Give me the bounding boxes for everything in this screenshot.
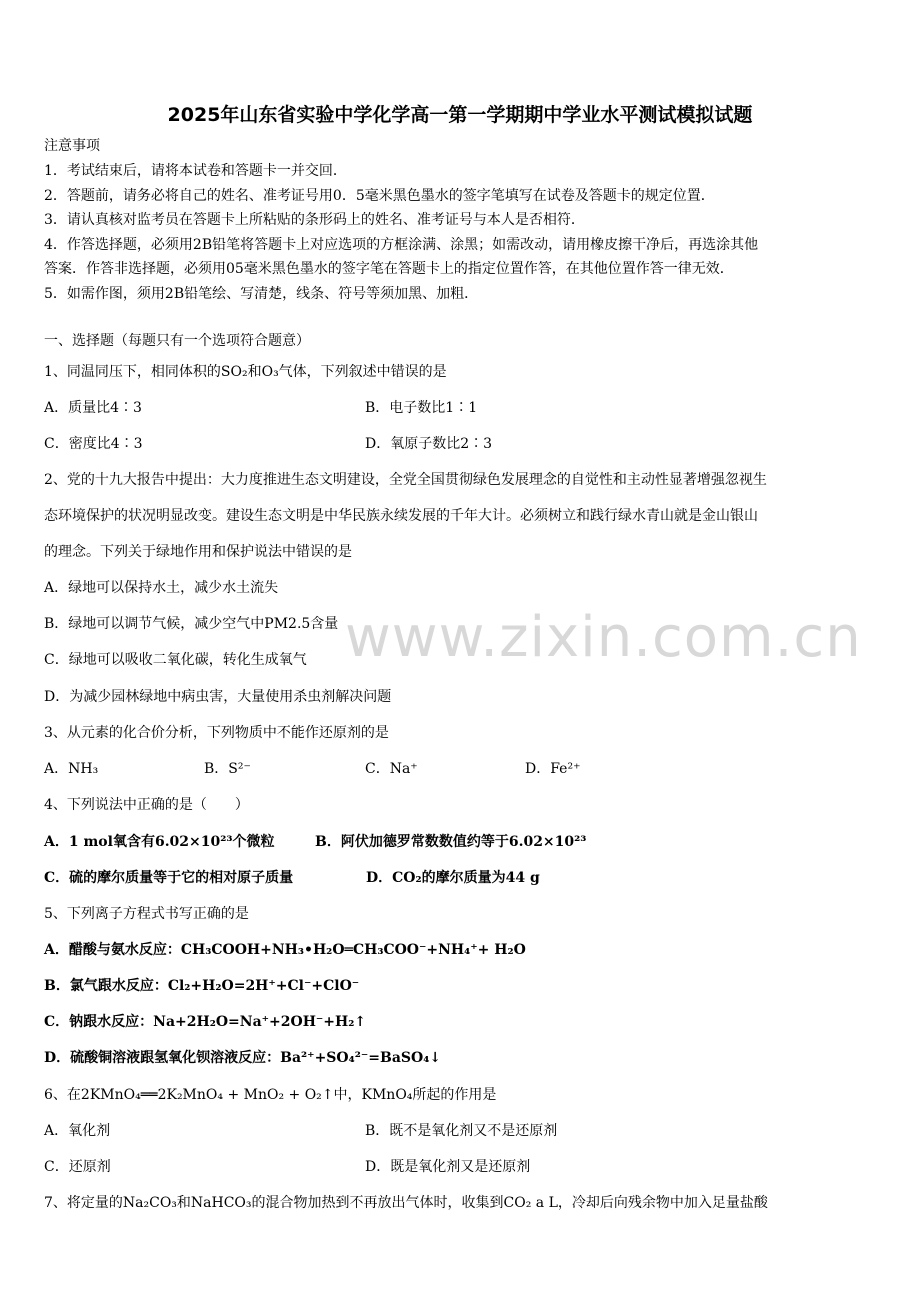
- question-7-stem: 7、将定量的Na₂CO₃和NaHCO₃的混合物加热到不再放出气体时，收集到CO₂ a L，冷却后向残余物中加入足量盐酸: [44, 1195, 768, 1211]
- q2-option-c: C．绿地可以吸收二氧化碳，转化生成氧气: [44, 652, 307, 668]
- q4-option-c: C．硫的摩尔质量等于它的相对原子质量: [44, 870, 294, 886]
- q6-option-c: C．还原剂: [44, 1159, 111, 1175]
- q2-option-b: B．绿地可以调节气候，减少空气中PM2.5含量: [44, 616, 339, 632]
- q5-option-b: B．氯气跟水反应：Cl₂+H₂O=2H⁺+Cl⁻+ClO⁻: [44, 978, 360, 994]
- q4-option-a: A．1 mol氧含有6.02×10²³个微粒: [44, 834, 275, 850]
- q6-option-a: A．氧化剂: [44, 1123, 111, 1139]
- question-3-stem: 3、从元素的化合价分析，下列物质中不能作还原剂的是: [44, 725, 389, 741]
- notes-heading: 注意事项: [44, 138, 100, 154]
- question-5-stem: 5、下列离子方程式书写正确的是: [44, 906, 249, 922]
- q2-option-d: D．为减少园林绿地中病虫害，大量使用杀虫剂解决问题: [44, 689, 392, 705]
- q1-option-a: A．质量比4∶3: [44, 400, 142, 416]
- question-4-stem: 4、下列说法中正确的是（ ）: [44, 797, 249, 813]
- q3-option-a: A．NH₃: [44, 761, 99, 777]
- q1-option-b: B．电子数比1∶1: [365, 400, 478, 416]
- q6-option-d: D．既是氧化剂又是还原剂: [365, 1159, 531, 1175]
- question-6-stem: 6、在2KMnO₄══2K₂MnO₄ + MnO₂ + O₂↑中，KMnO₄所起的作用是: [44, 1087, 497, 1103]
- note-item: 1．考试结束后，请将本试卷和答题卡一并交回．: [44, 163, 347, 179]
- q5-option-c: C．钠跟水反应：Na+2H₂O=Na⁺+2OH⁻+H₂↑: [44, 1014, 367, 1030]
- question-2-stem: 态环境保护的状况明显改变。建设生态文明是中华民族永续发展的千年大计。必须树立和践行绿水青山就是金山银山: [44, 508, 758, 524]
- q4-option-d: D．CO₂的摩尔质量为44 g: [366, 870, 540, 886]
- q5-option-a: A．醋酸与氨水反应：CH₃COOH+NH₃•H₂O═CH₃COO⁻+NH₄⁺+ H₂O: [44, 942, 526, 958]
- q3-option-d: D．Fe²⁺: [525, 761, 581, 777]
- q3-option-c: C．Na⁺: [365, 761, 418, 777]
- page-title: 2025年山东省实验中学化学高一第一学期期中学业水平测试模拟试题: [167, 104, 753, 126]
- q5-option-d: D．硫酸铜溶液跟氢氧化钡溶液反应：Ba²⁺+SO₄²⁻=BaSO₄↓: [44, 1050, 442, 1066]
- q2-option-a: A．绿地可以保持水土，减少水土流失: [44, 580, 279, 596]
- q1-option-d: D．氧原子数比2∶3: [365, 436, 493, 452]
- note-item: 5．如需作图，须用2B铅笔绘、写清楚，线条、符号等须加黑、加粗．: [44, 286, 479, 302]
- question-2-stem: 的理念。下列关于绿地作用和保护说法中错误的是: [44, 544, 352, 560]
- q1-option-c: C．密度比4∶3: [44, 436, 143, 452]
- section-heading: 一、选择题（每题只有一个选项符合题意）: [44, 333, 310, 349]
- q3-option-b: B．S²⁻: [204, 761, 251, 777]
- note-item: 3．请认真核对监考员在答题卡上所粘贴的条形码上的姓名、准考证号与本人是否相符．: [44, 212, 585, 228]
- q4-option-b: B．阿伏加德罗常数数值约等于6.02×10²³: [315, 834, 587, 850]
- question-2-stem: 2、党的十九大报告中提出：大力度推进生态文明建设，全党全国贯彻绿色发展理念的自觉性和主动性显著增强忽视生: [44, 472, 767, 488]
- q6-option-b: B．既不是氧化剂又不是还原剂: [365, 1123, 558, 1139]
- note-item: 2．答题前，请务必将自己的姓名、准考证号用0．5毫米黑色墨水的签字笔填写在试卷及答题卡的规定位置．: [44, 188, 715, 204]
- note-item: 答案．作答非选择题，必须用05毫米黑色墨水的签字笔在答题卡上的指定位置作答，在其他位置作答一律无效．: [44, 261, 734, 277]
- question-1-stem: 1、同温同压下，相同体积的SO₂和O₃气体，下列叙述中错误的是: [44, 364, 447, 380]
- note-item: 4．作答选择题，必须用2B铅笔将答题卡上对应选项的方框涂满、涂黑；如需改动，请用橡皮擦干净后，再选涂其他: [44, 237, 759, 253]
- watermark: www.zixin.com.cn: [345, 605, 862, 670]
